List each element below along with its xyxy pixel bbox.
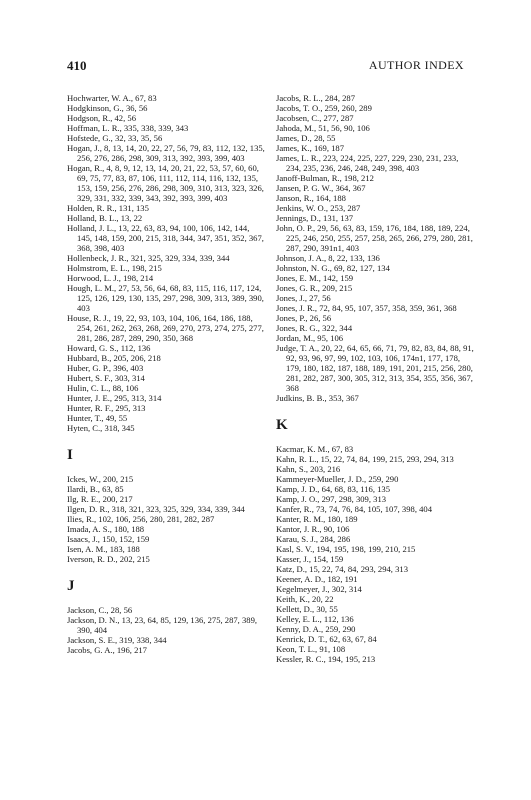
index-entry: Janson, R., 164, 188 — [276, 193, 346, 203]
index-entry: Kahn, S., 203, 216 — [276, 464, 341, 474]
index-entry: Kammeyer-Mueller, J. D., 259, 290 — [276, 474, 399, 484]
index-entry: Kenny, D. A., 259, 290 — [276, 624, 356, 634]
index-entry: Holland, B. L., 13, 22 — [67, 213, 143, 223]
index-entry: Ickes, W., 200, 215 — [67, 474, 134, 484]
index-entry: Ilardi, B., 63, 85 — [67, 484, 124, 494]
index-entry: Katz, D., 15, 22, 74, 84, 293, 294, 313 — [276, 564, 408, 574]
index-entry: Keener, A. D., 182, 191 — [276, 574, 358, 584]
index-entry: Kegelmeyer, J., 302, 314 — [276, 584, 362, 594]
index-entry: Ilies, R., 102, 106, 256, 280, 281, 282, 287 — [67, 514, 215, 524]
index-entry: Jenkins, W. O., 253, 287 — [276, 203, 361, 213]
index-entry: Jackson, S. E., 319, 338, 344 — [67, 635, 167, 645]
index-entry: Kamp, J. O., 297, 298, 309, 313 — [276, 494, 387, 504]
index-entry: Holmstrom, E. L., 198, 215 — [67, 263, 162, 273]
index-entry: Kelley, E. L., 112, 136 — [276, 614, 354, 624]
index-entry: Jennings, D., 131, 137 — [276, 213, 354, 223]
index-entry: Hoffman, L. R., 335, 338, 339, 343 — [67, 123, 189, 133]
index-entry: James, L. R., 223, 224, 225, 227, 229, 230, 231, 233, 234, 235, 236, 246, 248, 249, 398, 403 — [276, 153, 459, 173]
index-entry: Isaacs, J., 150, 152, 159 — [67, 534, 150, 544]
index-entry: Hogan, J., 8, 13, 14, 20, 22, 27, 56, 79, 83, 112, 132, 135, 256, 276, 286, 298, 309, 313, 392, 393, 399, 403 — [67, 143, 265, 163]
index-entry: Hough, L. M., 27, 53, 56, 64, 68, 83, 115, 116, 117, 124, 125, 126, 129, 130, 135, 297, 298, 309, 313, 389, 390, 403 — [67, 283, 264, 313]
index-entry: Holden, R. R., 131, 135 — [67, 203, 149, 213]
index-entry: Hollenbeck, J. R., 321, 325, 329, 334, 339, 344 — [67, 253, 230, 263]
index-entry: Kanter, R. M., 180, 189 — [276, 514, 358, 524]
index-column-left — [67, 93, 265, 655]
index-entry: Jacobsen, C., 277, 287 — [276, 113, 354, 123]
section-letter: I — [67, 447, 73, 463]
index-entry: House, R. J., 19, 22, 93, 103, 104, 106, 164, 186, 188, 254, 261, 262, 263, 268, 269, 270, 273, 274, 275, 277, 281, 286, 287, 289, 290, 350, 368 — [67, 313, 264, 343]
index-entry: Kanfer, R., 73, 74, 76, 84, 105, 107, 398, 404 — [276, 504, 433, 514]
index-entry: Horwood, L. J., 198, 214 — [67, 273, 154, 283]
index-entry: Imada, A. S., 180, 188 — [67, 524, 145, 534]
index-entry: Iverson, R. D., 202, 215 — [67, 554, 150, 564]
index-entry: Keon, T. L., 91, 108 — [276, 644, 346, 654]
index-entry: Jones, G. R., 209, 215 — [276, 283, 353, 293]
index-entry: Hofstede, G., 32, 33, 35, 56 — [67, 133, 163, 143]
index-entry: Ilg, R. E., 200, 217 — [67, 494, 133, 504]
index-entry: Jacobs, T. O., 259, 260, 289 — [276, 103, 372, 113]
index-entry: Jones, J. R., 72, 84, 95, 107, 357, 358, 359, 361, 368 — [276, 303, 457, 313]
index-entry: Jahoda, M., 51, 56, 90, 106 — [276, 123, 370, 133]
index-entry: John, O. P., 29, 56, 63, 83, 159, 176, 184, 188, 189, 224, 225, 246, 250, 255, 257, 258, 265, 266, 279, 280, 281, 287, 290, 391n1, 403 — [276, 223, 473, 253]
index-entry: Hyten, C., 318, 345 — [67, 423, 135, 433]
index-entry: Howard, G. S., 112, 136 — [67, 343, 151, 353]
section-letter: J — [67, 578, 75, 594]
index-entry: Jones, E. M., 142, 159 — [276, 273, 354, 283]
running-head: AUTHOR INDEX — [368, 58, 464, 72]
page-number: 410 — [67, 58, 87, 73]
index-entry: Kellett, D., 30, 55 — [276, 604, 338, 614]
index-entry: James, D., 28, 55 — [276, 133, 336, 143]
index-entry: Hogan, R., 4, 8, 9, 12, 13, 14, 20, 21, 22, 53, 57, 60, 60, 69, 75, 77, 83, 87, 106, 111, 112, 114, 116, 132, 135, 153, 159, 256, 276, 286, 298, 309, 310, 313, 323, 326, 329, 331, 332, 339, 343, 392, 393, 399, 403 — [67, 163, 264, 203]
index-entry: Jones, R. G., 322, 344 — [276, 323, 353, 333]
index-entry: Jones, J., 27, 56 — [276, 293, 331, 303]
index-entry: Kasl, S. V., 194, 195, 198, 199, 210, 215 — [276, 544, 416, 554]
index-entry: Kacmar, K. M., 67, 83 — [276, 444, 354, 454]
index-entry: Kessler, R. C., 194, 195, 213 — [276, 654, 376, 664]
index-entry: Jackson, C., 28, 56 — [67, 605, 133, 615]
index-entry: Jones, P., 26, 56 — [276, 313, 332, 323]
index-entry: Hodgkinson, G., 36, 56 — [67, 103, 148, 113]
section-letter: K — [276, 417, 288, 433]
index-entry: Hubbard, B., 205, 206, 218 — [67, 353, 161, 363]
index-entry: Johnson, J. A., 8, 22, 133, 136 — [276, 253, 380, 263]
index-entry: Hunter, T., 49, 55 — [67, 413, 128, 423]
index-entry: Jansen, P. G. W., 364, 367 — [276, 183, 366, 193]
index-entry: Kasser, J., 154, 159 — [276, 554, 344, 564]
index-entry: Hunter, R. F., 295, 313 — [67, 403, 146, 413]
index-entry: Jordan, M., 95, 106 — [276, 333, 344, 343]
index-entry: Johnston, N. G., 69, 82, 127, 134 — [276, 263, 390, 273]
index-entry: Hulin, C. L., 88, 106 — [67, 383, 139, 393]
index-entry: Ilgen, D. R., 318, 321, 323, 325, 329, 334, 339, 344 — [67, 504, 245, 514]
index-entry: Jacobs, G. A., 196, 217 — [67, 645, 147, 655]
index-entry: Judkins, B. B., 353, 367 — [276, 393, 359, 403]
index-entry: Hodgson, R., 42, 56 — [67, 113, 136, 123]
index-entry: Jackson, D. N., 13, 23, 64, 85, 129, 136, 275, 287, 389, 390, 404 — [67, 615, 258, 635]
index-entry: Keith, K., 20, 22 — [276, 594, 334, 604]
index-entry: Kahn, R. L., 15, 22, 74, 84, 199, 215, 293, 294, 313 — [276, 454, 454, 464]
index-entry: Jacobs, R. L., 284, 287 — [276, 93, 356, 103]
index-entry: Kenrick, D. T., 62, 63, 67, 84 — [276, 634, 377, 644]
index-entry: Huber, G. P., 396, 403 — [67, 363, 144, 373]
index-entry: Kamp, J. D., 64, 68, 83, 116, 135 — [276, 484, 391, 494]
index-entry: Hubert, S. F., 303, 314 — [67, 373, 145, 383]
index-entry: Karau, S. J., 284, 286 — [276, 534, 351, 544]
index-entry: Judge, T. A., 20, 22, 64, 65, 66, 71, 79, 82, 83, 84, 88, 91, 92, 93, 96, 97, 99, 102, 103, 106, 174n1, 177, 178, 179, 180, 182, 187, 188, 189, 191, 201, 215, 256, 280, 281, 282, 287, 300, 305, 312, 313, 354, 355, 356, 367, 368 — [276, 343, 474, 393]
index-column-right — [276, 93, 474, 664]
index-entry: Kantor, J. R., 90, 106 — [276, 524, 350, 534]
index-entry: Holland, J. L., 13, 22, 63, 83, 94, 100, 106, 142, 144, 145, 148, 159, 200, 215, 318, 344, 347, 351, 352, 367, 368, 398, 403 — [67, 223, 264, 253]
index-entry: James, K., 169, 187 — [276, 143, 345, 153]
index-entry: Hunter, J. E., 295, 313, 314 — [67, 393, 162, 403]
index-entry: Janoff-Bulman, R., 198, 212 — [276, 173, 374, 183]
index-entry: Isen, A. M., 183, 188 — [67, 544, 140, 554]
index-entry: Hochwarter, W. A., 67, 83 — [67, 93, 157, 103]
